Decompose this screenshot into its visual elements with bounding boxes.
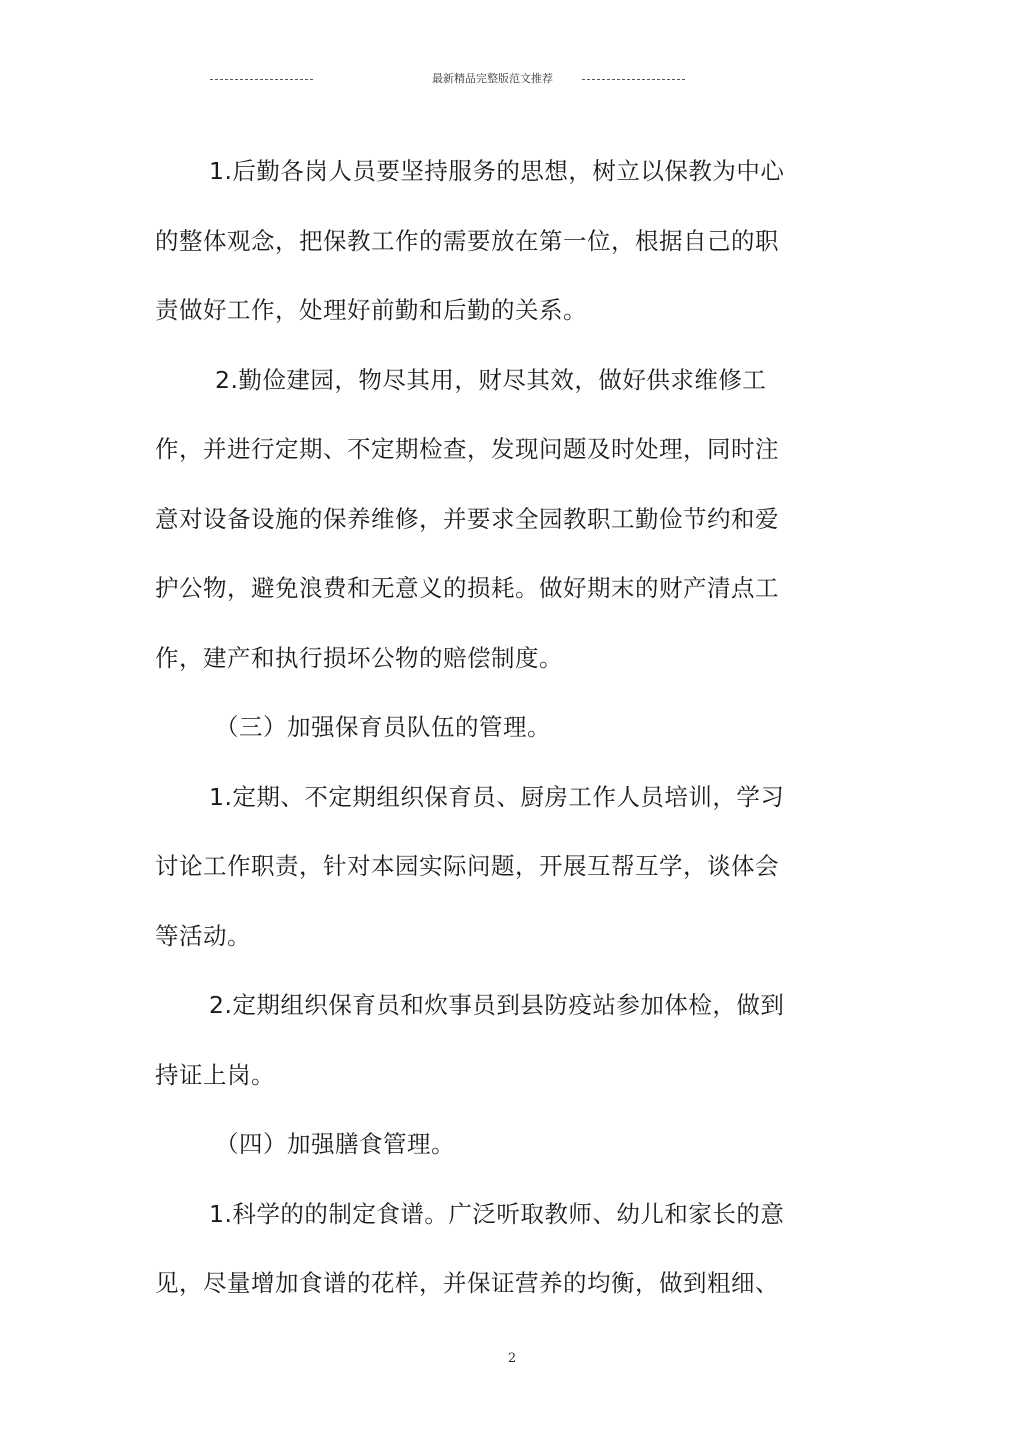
paragraph-menu-planning: 1.科学的的制定食谱。广泛听取教师、幼儿和家长的意见，尽量增加食谱的花样，并保证营养的均衡，做到粗细、 bbox=[155, 1199, 785, 1297]
section-heading-caregiver-management: （三）加强保育员队伍的管理。 bbox=[215, 713, 551, 741]
paragraph-health-check: 2.定期组织保育员和炊事员到县防疫站参加体检，做到持证上岗。 bbox=[155, 991, 785, 1089]
header-text: 最新精品完整版范文推荐 bbox=[432, 72, 553, 85]
page-number: 2 bbox=[507, 1351, 517, 1366]
header-dashed-rule-left bbox=[210, 79, 313, 80]
document-body bbox=[155, 137, 800, 1319]
paragraph-logistics-service: 1.后勤各岗人员要坚持服务的思想，树立以保教为中心的整体观念，把保教工作的需要放在第一位，根据自己的职责做好工作，处理好前勤和后勤的关系。 bbox=[155, 157, 785, 324]
header-dashed-rule-right bbox=[582, 79, 685, 80]
paragraph-thrift-maintenance: 2.勤俭建园，物尽其用，财尽其效，做好供求维修工作，并进行定期、不定期检查，发现问题及时处理，同时注意对设备设施的保养维修，并要求全园教职工勤俭节约和爱护公物，避免浪费和无意义的损耗。做好期末的财产清点工作，建产和执行损坏公物的赔偿制度。 bbox=[155, 365, 779, 672]
paragraph-caregiver-training: 1.定期、不定期组织保育员、厨房工作人员培训，学习讨论工作职责，针对本园实际问题，开展互帮互学，谈体会等活动。 bbox=[155, 782, 785, 950]
page-header bbox=[0, 70, 1024, 90]
section-heading-meal-management: （四）加强膳食管理。 bbox=[215, 1130, 455, 1158]
